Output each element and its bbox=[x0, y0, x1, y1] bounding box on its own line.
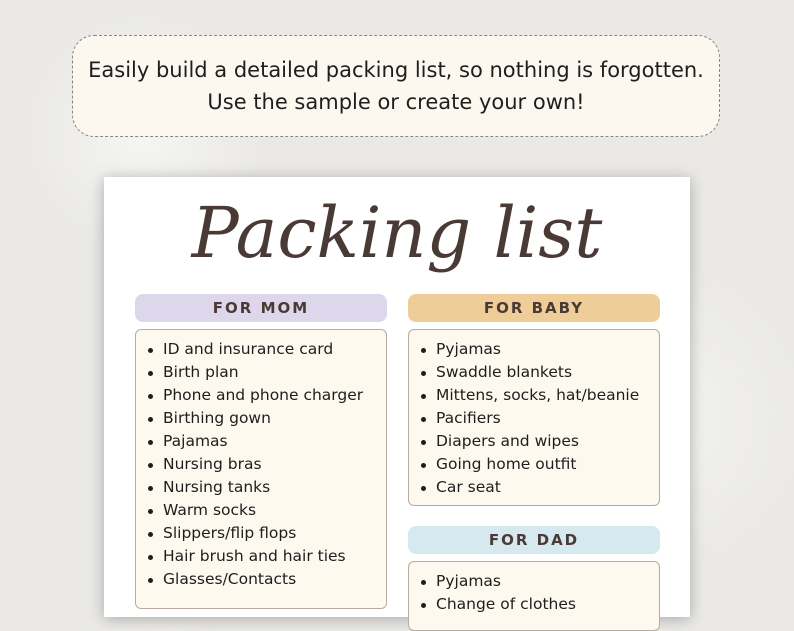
list-item: Going home outfit bbox=[436, 453, 651, 476]
baby-list-box bbox=[408, 329, 660, 506]
list-item: Change of clothes bbox=[436, 593, 651, 616]
banner-line-1: Easily build a detailed packing list, so nothing is forgotten. bbox=[88, 58, 704, 82]
list-item: Slippers/flip flops bbox=[163, 522, 378, 545]
list-item: Car seat bbox=[436, 476, 651, 499]
list-item: Birthing gown bbox=[163, 407, 378, 430]
packing-list-sheet bbox=[104, 177, 690, 617]
list-item: Nursing tanks bbox=[163, 476, 378, 499]
list-item: Pyjamas bbox=[436, 570, 651, 593]
list-item: Warm socks bbox=[163, 499, 378, 522]
dad-list-box bbox=[408, 561, 660, 631]
list-item: Birth plan bbox=[163, 361, 378, 384]
list-item: Swaddle blankets bbox=[436, 361, 651, 384]
dad-header: FOR DAD bbox=[408, 526, 660, 554]
right-column bbox=[408, 294, 660, 631]
list-item: Diapers and wipes bbox=[436, 430, 651, 453]
mom-column bbox=[135, 294, 387, 609]
intro-banner bbox=[72, 35, 720, 137]
list-item: Glasses/Contacts bbox=[163, 568, 378, 591]
list-item: Pyjamas bbox=[436, 338, 651, 361]
baby-list bbox=[409, 338, 651, 499]
sheet-title-area bbox=[104, 187, 690, 277]
baby-header: FOR BABY bbox=[408, 294, 660, 322]
sheet-title: Packing list bbox=[191, 192, 603, 274]
list-item: Pacifiers bbox=[436, 407, 651, 430]
list-item: Pajamas bbox=[163, 430, 378, 453]
title-svg bbox=[104, 187, 690, 277]
banner-line-2: Use the sample or create your own! bbox=[207, 90, 585, 114]
dad-section bbox=[408, 526, 660, 631]
list-item: Mittens, socks, hat/beanie bbox=[436, 384, 651, 407]
mom-list bbox=[136, 338, 378, 591]
mom-list-box bbox=[135, 329, 387, 609]
list-item: Phone and phone charger bbox=[163, 384, 378, 407]
list-item: Hair brush and hair ties bbox=[163, 545, 378, 568]
list-item: ID and insurance card bbox=[163, 338, 378, 361]
dad-list bbox=[409, 570, 651, 616]
list-item: Nursing bras bbox=[163, 453, 378, 476]
mom-header: FOR MOM bbox=[135, 294, 387, 322]
